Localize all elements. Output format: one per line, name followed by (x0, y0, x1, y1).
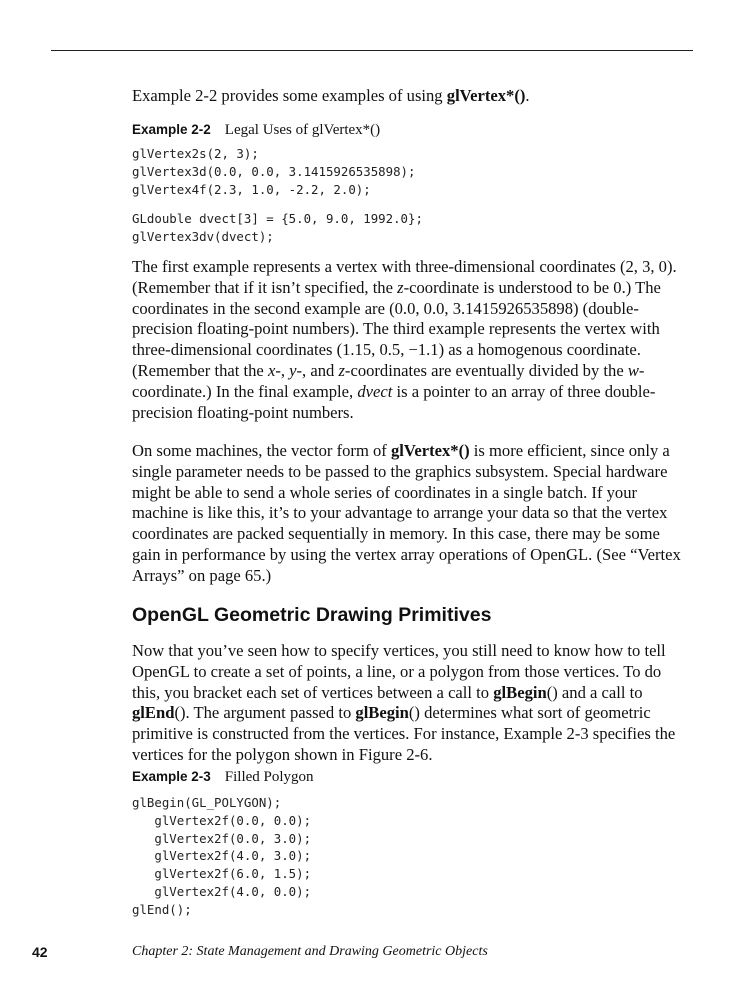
paragraph-drawing-primitives: Now that you’ve seen how to specify vertices, you still need to know how to tell OpenGL to create a set of points, a line, or a polygon from those vertices. To do this, you bracket each set of vertices between a call to glBegin() and a call to glEnd(). The argument passed to glBegin() determines what sort of geometric primitive is constructed from the vertices. For instance, Example 2-3 specifies the vertices for the polygon shown in Figure 2-6. (132, 641, 676, 764)
example-2-3-code-block: glBegin(GL_POLYGON); glVertex2f(0.0, 0.0); glVertex2f(0.0, 3.0); glVertex2f(4.0, 3.0); glVertex2f(6.0, 1.5); glVertex2f(4.0, 0.0); glEnd(); (132, 795, 312, 917)
example-title: Filled Polygon (224, 769, 314, 785)
example-2-2-caption (132, 121, 692, 140)
paragraph-vector-form: On some machines, the vector form of glVertex*() is more efficient, since only a single parameter needs to be passed to the graphics subsystem. Special hardware might be able to send a whole series of coordinates in a single batch. If your machine is like this, it’s to your advantage to arrange your data so that the vertex coordinates are packed sequentially in memory. In this case, there may be some gain in performance by using the vertex array operations of OpenGL. (See “Vertex Arrays” on page 65.) (132, 441, 681, 585)
example-label: Example 2-3 (132, 769, 211, 784)
running-footer: Chapter 2: State Management and Drawing Geometric Objects (132, 944, 488, 959)
example-label: Example 2-2 (132, 122, 211, 137)
example-2-2-code-block-a: glVertex2s(2, 3); glVertex3d(0.0, 0.0, 3.1415926535898); glVertex4f(2.3, 1.0, -2.2, 2.0); (132, 146, 416, 197)
page-number: 42 (32, 944, 48, 960)
intro-paragraph: Example 2-2 provides some examples of using glVertex*(). (132, 86, 530, 105)
header-rule (51, 50, 693, 51)
example-2-2-code-block-b: GLdouble dvect[3] = {5.0, 9.0, 1992.0}; glVertex3dv(dvect); (132, 211, 423, 244)
intro-function-name: glVertex*() (446, 86, 526, 105)
example-title: Legal Uses of glVertex*() (224, 122, 381, 138)
section-heading: OpenGL Geometric Drawing Primitives (132, 604, 492, 626)
paragraph-vertex-examples: The first example represents a vertex with three-dimensional coordinates (2, 3, 0). (Remember that if it isn’t specified, the z-coordinate is understood to be 0.) The coordinates in the second example are (0.0, 0.0, 3.1415926535898) (double-precision floating-point numbers). The third example represents the vertex with three-dimensional coordinates (1.15, 0.5, −1.1) as a homogenous coordinate. (Remember that the x-, y-, and z-coordinates are eventually divided by the w-coordinate.) In the final example, dvect is a pointer to an array of three double-precision floating-point numbers. (132, 257, 677, 422)
example-2-3-caption (132, 768, 692, 787)
